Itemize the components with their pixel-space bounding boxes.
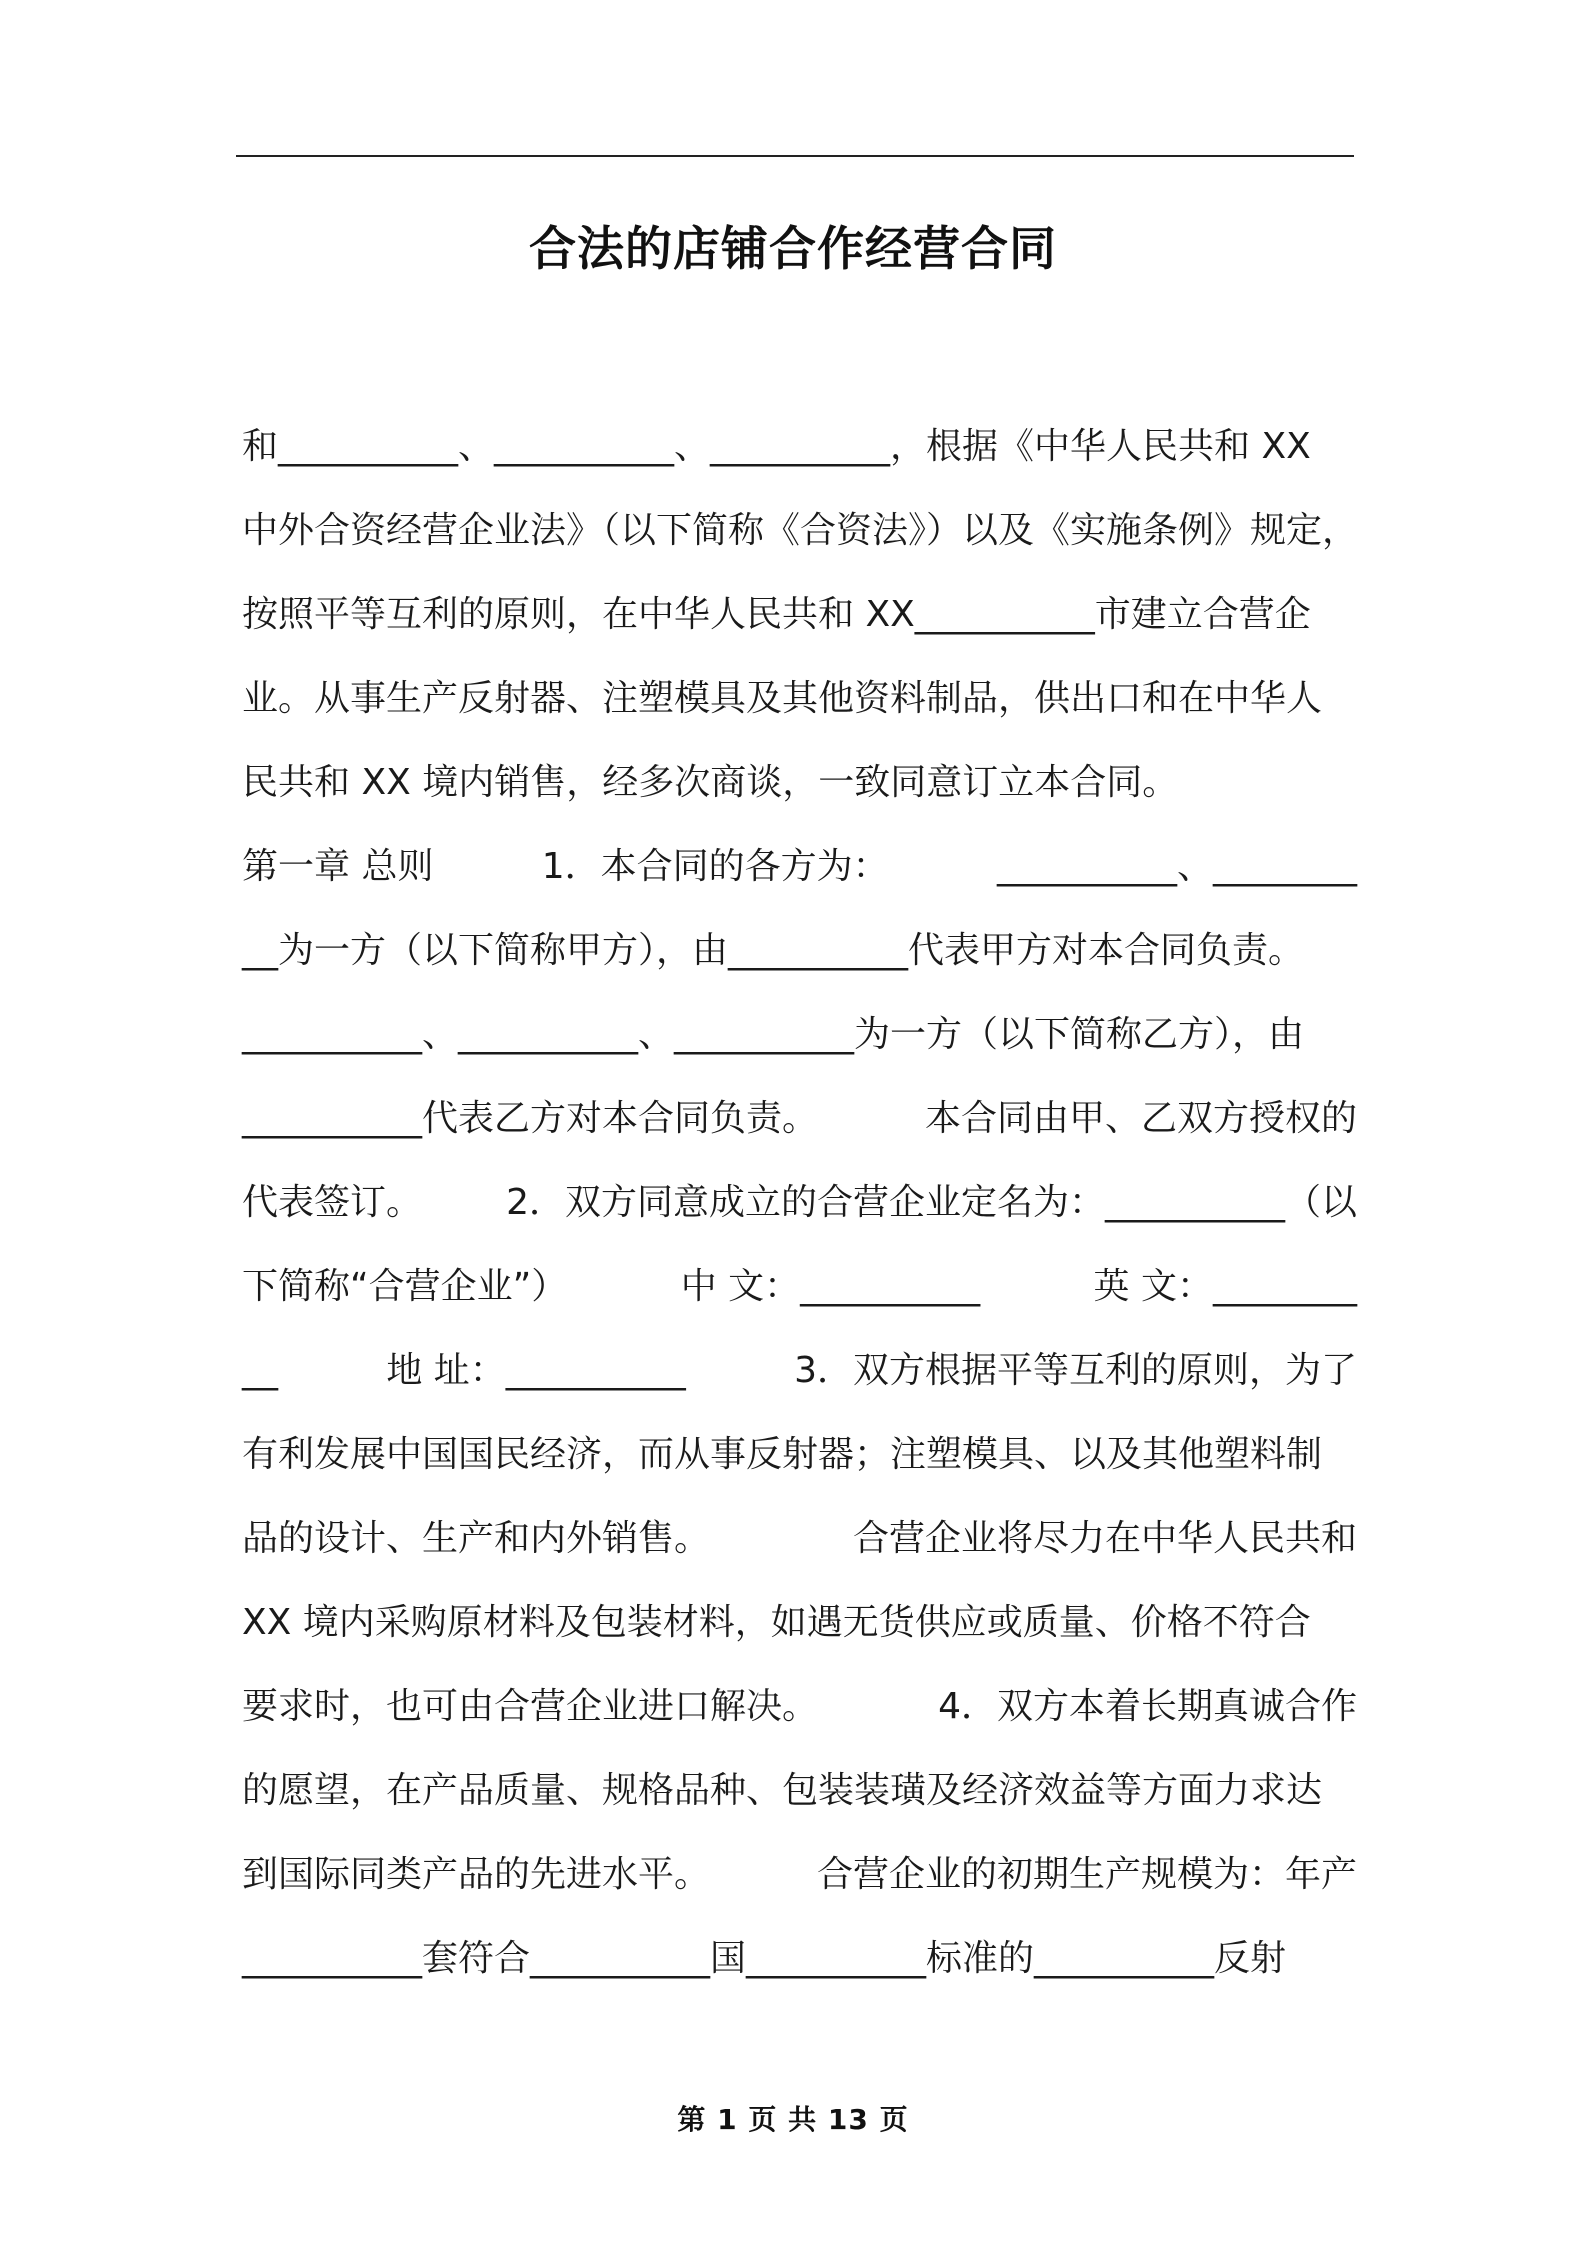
body-line <box>242 1245 1357 1329</box>
body-line <box>242 405 1357 489</box>
line-text: __为一方（以下简称甲方），由__________代表甲方对本合同负责。 <box>242 930 1305 971</box>
body-line <box>242 1749 1357 1833</box>
line-text: 合营企业将尽力在中华人民共和 <box>852 1518 1357 1559</box>
line-text: __________代表乙方对本合同负责。 <box>242 1098 819 1139</box>
chapter-heading-line <box>242 825 1357 909</box>
english-name-field: 英 文：________ <box>1093 1266 1357 1307</box>
body-line <box>242 1497 1357 1581</box>
line-text: 合营企业的初期生产规模为：年产 <box>816 1854 1357 1895</box>
body-line <box>242 1161 1357 1245</box>
body-line <box>242 1665 1357 1749</box>
line-text: XX 境内采购原材料及包装材料，如遇无货供应或质量、价格不符合 <box>242 1602 1311 1643</box>
body-line <box>242 1833 1357 1917</box>
clause-text: 4．双方本着长期真诚合作 <box>938 1686 1357 1727</box>
chinese-name-field: 中 文：__________ <box>680 1266 981 1307</box>
body-line <box>242 741 1357 825</box>
body-line <box>242 1077 1357 1161</box>
line-text: 下简称“合营企业”） <box>242 1266 568 1307</box>
line-text: 中外合资经营企业法》（以下简称《合资法》）以及《实施条例》规定， <box>242 510 1359 551</box>
blank-fields: __________、________ <box>996 846 1357 887</box>
line-text: 要求时，也可由合营企业进口解决。 <box>242 1686 819 1727</box>
line-text: 本合同由甲、乙双方授权的 <box>924 1098 1357 1139</box>
line-text: 的愿望，在产品质量、规格品种、包装装璜及经济效益等方面力求达 <box>242 1770 1323 1811</box>
line-text: 民共和 XX 境内销售，经多次商谈，一致同意订立本合同。 <box>242 762 1179 803</box>
address-field: 地 址：__________ <box>386 1350 686 1391</box>
clause-text: 2．双方同意成立的合营企业定名为：__________（以 <box>506 1182 1357 1223</box>
line-text: __________、__________、__________为一方（以下简称乙方），由 <box>242 1014 1305 1055</box>
line-text: 到国际同类产品的先进水平。 <box>242 1854 711 1895</box>
body-line <box>242 657 1357 741</box>
line-text: 有利发展中国国民经济，而从事反射器；注塑模具、以及其他塑料制 <box>242 1434 1323 1475</box>
body-line <box>242 1413 1357 1497</box>
body-line <box>242 489 1357 573</box>
body-line <box>242 1329 1357 1413</box>
line-text: 按照平等互利的原则，在中华人民共和 XX__________市建立合营企 <box>242 594 1311 635</box>
line-text: 业。从事生产反射器、注塑模具及其他资料制品，供出口和在中华人 <box>242 678 1323 719</box>
body-line <box>242 1581 1357 1665</box>
line-text: 品的设计、生产和内外销售。 <box>242 1518 711 1559</box>
line-text: 代表签订。 <box>242 1182 423 1223</box>
body-line <box>242 1917 1357 2001</box>
header-rule <box>236 155 1354 157</box>
line-text: 和__________、__________、__________，根据《中华人民共和 XX <box>242 426 1311 467</box>
body-line <box>242 909 1357 993</box>
body-line <box>242 573 1357 657</box>
blank-fields: __ <box>242 1350 278 1391</box>
document-body <box>242 405 1357 2001</box>
clause-text: 3．双方根据平等互利的原则，为了 <box>794 1350 1357 1391</box>
clause-text: 1．本合同的各方为： <box>541 846 889 887</box>
page-number: 第 1 页 共 13 页 <box>677 2103 909 2136</box>
chapter-heading: 第一章 总则 <box>242 846 434 887</box>
document-title: 合法的店铺合作经营合同 <box>529 222 1057 277</box>
body-line <box>242 993 1357 1077</box>
line-text: __________套符合__________国__________标准的__________反射 <box>242 1938 1287 1979</box>
